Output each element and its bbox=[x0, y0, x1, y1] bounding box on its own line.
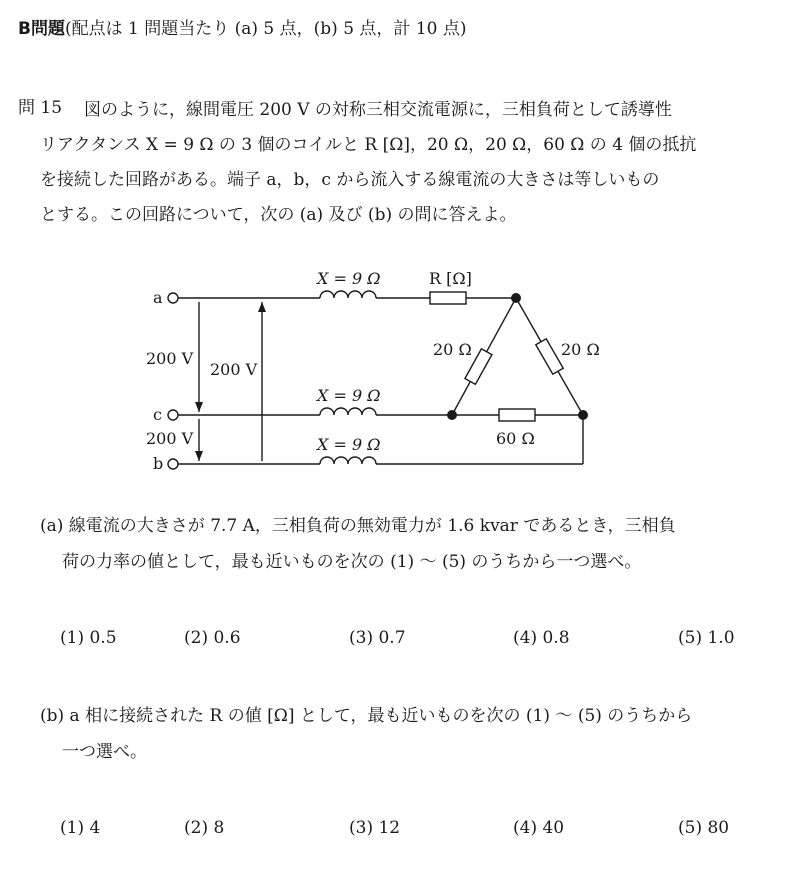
label-voltage-ac: 200 V bbox=[146, 349, 194, 368]
label-resistor-20-right: 20 Ω bbox=[561, 340, 600, 359]
part-a-question bbox=[40, 508, 676, 580]
node-top bbox=[511, 293, 521, 303]
choice-b-1[interactable]: (1) 4 bbox=[60, 818, 101, 838]
node-left bbox=[447, 410, 457, 420]
label-coil-b: X = 9 Ω bbox=[317, 435, 381, 454]
part-b-question bbox=[40, 698, 692, 770]
coil-b bbox=[320, 457, 376, 464]
label-resistor-r: R [Ω] bbox=[429, 269, 472, 288]
choice-a-1[interactable]: (1) 0.5 bbox=[60, 628, 117, 648]
question-line-4: とする。この回路について，次の (a) 及び (b) の問に答えよ。 bbox=[40, 205, 517, 225]
question-line-2: リアクタンス X = 9 Ω の 3 個のコイルと R [Ω]，20 Ω，20 Ω，60 Ω の 4 個の抵抗 bbox=[40, 135, 697, 155]
choice-a-4[interactable]: (4) 0.8 bbox=[513, 628, 570, 648]
section-title: B問題 bbox=[18, 19, 65, 39]
label-voltage-cb: 200 V bbox=[146, 429, 194, 448]
choice-b-5[interactable]: (5) 80 bbox=[678, 818, 730, 838]
choice-b-3[interactable]: (3) 12 bbox=[349, 818, 401, 838]
part-b-line-2: 一つ選べ。 bbox=[62, 742, 147, 762]
label-coil-c: X = 9 Ω bbox=[317, 386, 381, 405]
part-a-line-2: 荷の力率の値として，最も近いものを次の (1) ～ (5) のうちから一つ選べ。 bbox=[62, 552, 642, 572]
resistor-20-right bbox=[536, 339, 563, 374]
choice-b-4[interactable]: (4) 40 bbox=[513, 818, 565, 838]
points-note: (配点は 1 問題当たり (a) 5 点，(b) 5 点，計 10 点) bbox=[64, 19, 467, 39]
circuit-diagram bbox=[140, 262, 600, 477]
terminal-c bbox=[168, 410, 178, 420]
label-voltage-ab: 200 V bbox=[210, 360, 258, 379]
node-right bbox=[578, 410, 588, 420]
choice-a-5[interactable]: (5) 1.0 bbox=[678, 628, 735, 648]
label-resistor-20-left: 20 Ω bbox=[433, 340, 472, 359]
label-a: a bbox=[153, 288, 163, 307]
question-line-1: 図のように，線間電圧 200 V の対称三相交流電源に，三相負荷として誘導性 bbox=[84, 100, 672, 120]
choice-b-2[interactable]: (2) 8 bbox=[184, 818, 225, 838]
label-resistor-60: 60 Ω bbox=[496, 429, 535, 448]
part-a-choices bbox=[60, 628, 760, 652]
question-number: 問 15 bbox=[18, 98, 63, 118]
resistor-60 bbox=[499, 409, 535, 421]
question-text bbox=[40, 93, 774, 233]
question-line-3: を接続した回路がある。端子 a，b，c から流入する線電流の大きさは等しいもの bbox=[40, 170, 660, 190]
choice-a-3[interactable]: (3) 0.7 bbox=[349, 628, 406, 648]
label-b: b bbox=[153, 454, 164, 473]
coil-a bbox=[320, 291, 376, 298]
part-a-line-1: (a) 線電流の大きさが 7.7 A，三相負荷の無効電力が 1.6 kvar であるとき，三相負 bbox=[40, 516, 676, 536]
label-coil-a: X = 9 Ω bbox=[317, 269, 381, 288]
coil-c bbox=[320, 408, 376, 415]
label-c: c bbox=[153, 405, 162, 424]
part-b-line-1: (b) a 相に接続された R の値 [Ω] として，最も近いものを次の (1) ～ (5) のうちから bbox=[40, 706, 693, 726]
resistor-r bbox=[430, 292, 466, 304]
choice-a-2[interactable]: (2) 0.6 bbox=[184, 628, 241, 648]
part-b-choices bbox=[60, 818, 760, 842]
section-header bbox=[18, 14, 467, 39]
terminal-a bbox=[168, 293, 178, 303]
terminal-b bbox=[168, 459, 178, 469]
